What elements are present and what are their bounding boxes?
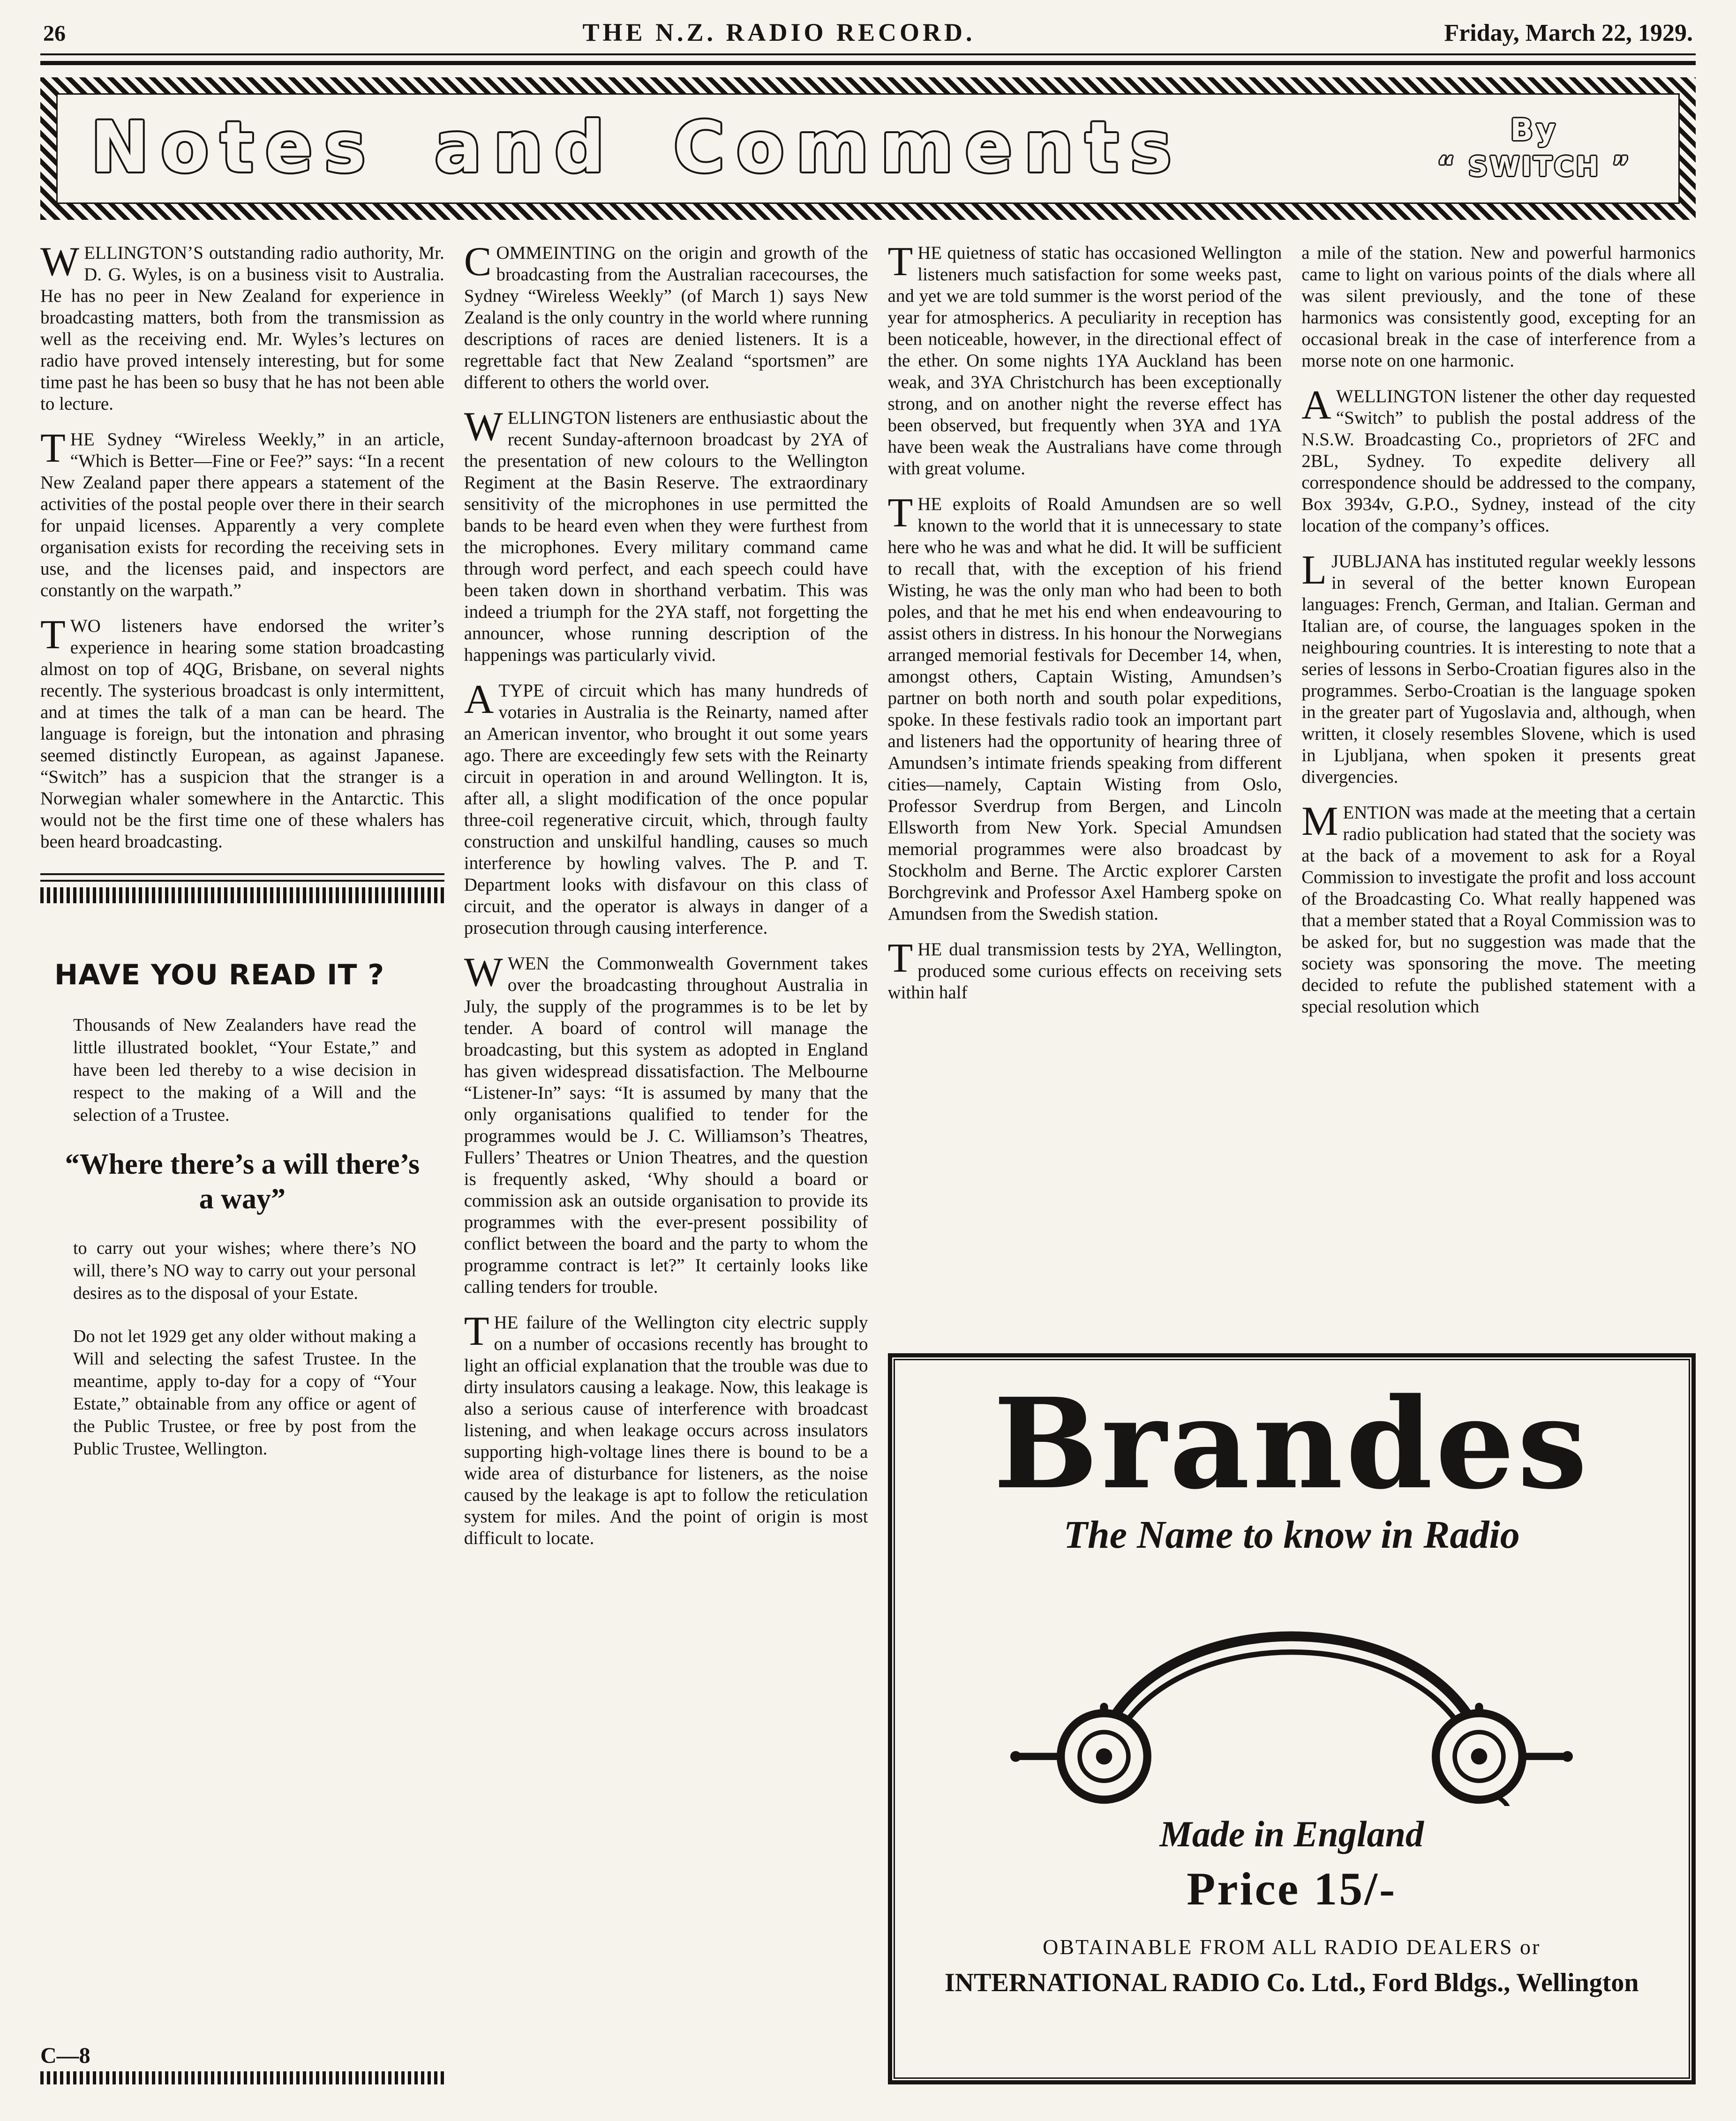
paragraph-text: HE exploits of Roald Amundsen are so well known to the world that it is unnecessary to state here who he was and what he did. It will be sufficient to recall that, with the exception of his friend Wisting, he was the only man who had been to both poles, and that he met his end when endeavouring to assist others in distress. In his honour the Norwegians arranged memorial festivals for December 14, when, amongst others, Captain Wisting, Amundsen’s partner on both north and south polar expeditions, spoke. In these festivals radio took an important part and listeners had the opportunity of hearing three of Amundsen’s intimate friends speaking from different cities—namely, Captain Wisting from Oslo, Professor Sverdrup from Bergen, and Lincoln Ellsworth from New York. Special Amundsen memorial programmes were also broadcast by Stockholm and Berne. The Arctic explorer Carsten Borchgrevink and Professor Axel Hamberg spoke on Amundsen from the Swedish station.	[887, 494, 1282, 924]
article-paragraph	[1301, 547, 1696, 788]
paragraph-text: TYPE of circuit which has many hundreds of votaries in Australia is the Reinarty, named after an American inventor, who brought it out some years ago. There are exceedingly few sets with the Reinarty circuit in operation in and around Wellington. It is, after all, a slight modification of the once popular three-coil regenerative circuit, which, through faulty construction and unskilful handling, causes so much interference by howling valves. The P. and T. Department looks with disfavour on this class of circuit, and the operator is always in danger of a prosecution through causing interference.	[464, 681, 868, 938]
drop-cap: T	[40, 612, 66, 658]
article-paragraph	[464, 404, 868, 666]
paragraph-text: HE Sydney “Wireless Weekly,” in an article, “Which is Better—Fine or Fee?” says: “In a recent New Zealand paper there appears a statement of the activities of the postal people over there in their search for unpaid licenses. Apparently a very complete organisation exists for recording the receiving sets in use, and the licenses paid, and inspectors are constantly on the warpath.”	[40, 429, 444, 600]
article-paragraph	[888, 242, 1282, 480]
drop-cap: T	[887, 936, 913, 981]
trustee-ad-paragraph: to carry out your wishes; where there’s NO will, there’s NO way to carry out your personal desires as to the disposal of your Estate.	[73, 1238, 416, 1303]
drop-cap: T	[464, 1309, 489, 1354]
divider-rule	[40, 873, 444, 882]
paragraph-text: ELLINGTON listeners are enthusiastic about the recent Sunday-afternoon broadcast by 2YA of the presentation of new colours to the Wellington Regiment at the Basin Reserve. The extraordinary sensitivity of the microphones in use permitted the bands to be heard even when they were furthest from the microphones. Every military command came through word perfect, and each speech could have been taken down in shorthand verbatim. This was indeed a triumph for the 2YA staff, not forgetting the announcer, whose running description of the happenings was particularly vivid.	[464, 408, 868, 665]
drop-cap: A	[1301, 382, 1331, 428]
trustee-ad-paragraph: Thousands of New Zealanders have read the little illustrated booklet, “Your Estate,” and have been led thereby to a wise decision in respect to the making of a Will and the selection of a Trustee.	[73, 1015, 416, 1125]
columns-3-4	[888, 242, 1696, 2084]
headphones-illustration	[999, 1572, 1585, 1808]
drop-cap: W	[464, 404, 503, 450]
article-paragraph	[40, 242, 444, 415]
article-paragraph	[464, 950, 868, 1298]
drop-cap: T	[40, 426, 66, 471]
brandes-tagline: The Name to know in Radio	[1063, 1513, 1520, 1557]
column-2	[464, 242, 868, 2084]
drop-cap: W	[40, 242, 80, 285]
brandes-distributor-line: INTERNATIONAL RADIO Co. Ltd., Ford Bldgs., Wellington	[944, 1968, 1639, 1997]
article-paragraph	[1301, 799, 1696, 1018]
article-columns	[40, 242, 1696, 2084]
drop-cap: L	[1301, 547, 1327, 593]
divider-ticks	[40, 887, 444, 903]
article-paragraph	[464, 242, 868, 393]
byline	[1437, 113, 1646, 182]
article-paragraph	[464, 1309, 868, 1549]
brandes-ad	[888, 1353, 1696, 2084]
drop-cap: M	[1301, 799, 1338, 844]
brandes-made-in: Made in England	[1159, 1814, 1424, 1854]
section-banner	[40, 77, 1696, 220]
paragraph-text: HE failure of the Wellington city electric supply on a number of occasions recently has brought to light an official explanation that the trouble was due to dirty insulators causing a leakage. Now, this leakage is also a serious cause of interference with broadcast listening, and when leakage occurs across insulators supporting high-voltage lines there is bound to be a wide area of disturbance for listeners, as the noise caused by the leakage is apt to follow the reticulation system for miles. And the point of origin is most difficult to locate.	[464, 1312, 868, 1548]
article-paragraph	[40, 426, 444, 601]
column-1	[40, 242, 444, 2084]
paragraph-text: JUBLJANA has instituted regular weekly lessons in several of the better known European languages: French, German, and Italian. German and Italian are, of course, the languages spoken in the neighbouring countries. It is interesting to note that a series of lessons in Serbo-Croatian figures also in the programmes. Serbo-Croatian is the language spoken in the greater part of Yugoslavia and, although, when written, it closely resembles Slovene, which is used in Ljubljana, when spoken it presents great divergencies.	[1301, 551, 1696, 787]
column-3	[888, 242, 1282, 1334]
columns-3-4-text	[888, 242, 1696, 1334]
trustee-ad-paragraph: Do not let 1929 get any older without making a Will and selecting the safest Trustee. In the meantime, apply to-day for a copy of “Your Estate,” obtainable from any office or agent of the Public Trustee, or free by post from the Public Trustee, Wellington.	[73, 1327, 416, 1459]
issue-date: Friday, March 22, 1929.	[1444, 20, 1693, 46]
paragraph-text: a mile of the station. New and powerful harmonics came to light on various points of the dials where all was silent previously, and the tone of these harmonics was consistently good, excepting for an occasional break in the case of interference from a morse note on one harmonic.	[1301, 243, 1696, 371]
column-1-footer	[40, 2045, 444, 2084]
brandes-brand-name: Brandes	[993, 1371, 1590, 1517]
masthead-title: THE N.Z. RADIO RECORD.	[582, 18, 976, 46]
paragraph-text: ENTION was made at the meeting that a certain radio publication had stated that the society was at the back of a movement to ask for a Royal Commission to investigate the profit and loss account of the Broadcasting Co. What really happened was that a member stated that a Royal Commission was to be asked for, but no suggestion was made that the society was sponsoring the move. The meeting decided to refute the published statement with a special resolution which	[1301, 802, 1696, 1017]
section-title: Notes and Comments	[90, 107, 1183, 188]
section-banner-inner	[56, 93, 1680, 204]
page-header	[40, 13, 1696, 50]
trustee-ad	[40, 959, 444, 1481]
drop-cap: T	[887, 490, 913, 536]
page-number: 26	[43, 21, 66, 46]
article-paragraph	[40, 612, 444, 853]
paragraph-text: OMMEINTING on the origin and growth of the broadcasting from the Australian racecourses, the Sydney “Wireless Weekly” (of March 1) says New Zealand is the only country in the world where running descriptions of races are denied listeners. It is a regrettable fact that New Zealand “sportsmen” are different to others the world over.	[464, 243, 868, 392]
paragraph-text: WEN the Commonwealth Government takes over the broadcasting throughout Australia in July, the supply of the programmes is to be let by tender. A board of control will manage the broadcasting, but this system as adopted in England has given widespread dissatisfaction. The Melbourne “Listener-In” says: “It is assumed by many that the only organisations qualified to tender for the programmes would be J. C. Williamson’s Theatres, Fullers’ Theatres or Union Theatres, and the question is frequently asked, ‘Why should a board or commission ask an outside organisation to provide its programmes with the ever-present possibility of conflict between the board and the party to whom the programme contract is let?” It certainly looks like calling tenders for trouble.	[464, 953, 868, 1297]
paragraph-text: WO listeners have endorsed the writer’s experience in hearing some station broadcasting almost on top of 4QG, Brisbane, on several nights recently. The systerious broadcast is only intermittent, and at times the talk of a man can be heard. The language is foreign, but the intonation and phrasing seemed distinctly European, as against Japanese. “Switch” has a suspicion that the stranger is a Norwegian whaler somewhere in the Antarctic. This would not be the first time one of these whalers has been heard broadcasting.	[40, 616, 444, 852]
article-paragraph-continuation	[1301, 242, 1696, 372]
article-paragraph	[887, 490, 1282, 925]
paragraph-text: HE dual transmission tests by 2YA, Wellington, produced some curious effects on receiving sets within half	[887, 939, 1282, 1003]
trustee-ad-slogan: “Where there’s a will there’s a way”	[65, 1148, 420, 1215]
drop-cap: A	[464, 677, 494, 722]
column-4	[1301, 242, 1696, 1334]
trustee-ad-headline: HAVE YOU READ IT ?	[54, 959, 385, 991]
brandes-price: Price 15/-	[1187, 1863, 1397, 1915]
article-paragraph	[464, 677, 868, 939]
byline-prefix: By	[1510, 113, 1558, 148]
footer-ticks	[40, 2071, 444, 2084]
paragraph-text: HE quietness of static has occasioned Wellington listeners much satisfaction for some weeks past, and yet we are told summer is the worst period of the year for atmospherics. A peculiarity in reception has been noticeable, however, in the directional effect of the ether. On some nights 1YA Auckland has been weak, and 3YA Christchurch has been exceptionally strong, and on another night the reverse effect has been observed, but frequently when 3YA and 1YA have been weak the Australians have come through with great volume.	[887, 243, 1282, 479]
header-rule	[40, 53, 1696, 65]
paragraph-text: ELLINGTON’S outstanding radio authority, Mr. D. G. Wyles, is on a business visit to Australia. He has no peer in New Zealand for experience in broadcasting matters, both from the transmission as well as the receiving end. Mr. Wyles’s lectures on radio have proved intensely interesting, but for some time past he has been so busy that he has not been able to lecture.	[40, 243, 444, 414]
paragraph-text: WELLINGTON listener the other day requested “Switch” to publish the postal address of the N.S.W. Broadcasting Co., proprietors of 2FC and 2BL, Sydney. To expedite delivery all correspondence should be addressed to the company, Box 3934v, G.P.O., Sydney, instead of the city location of the company’s offices.	[1301, 386, 1696, 536]
article-paragraph	[887, 936, 1282, 1004]
drop-cap: C	[464, 242, 492, 285]
drop-cap: W	[464, 950, 503, 995]
drop-cap: T	[887, 242, 913, 285]
trustee-ad-key-number: C—8	[40, 2043, 90, 2068]
byline-name: “ SWITCH ”	[1437, 150, 1631, 182]
brandes-obtainable-line: OBTAINABLE FROM ALL RADIO DEALERS or	[1043, 1935, 1541, 1959]
article-paragraph	[1301, 382, 1696, 537]
